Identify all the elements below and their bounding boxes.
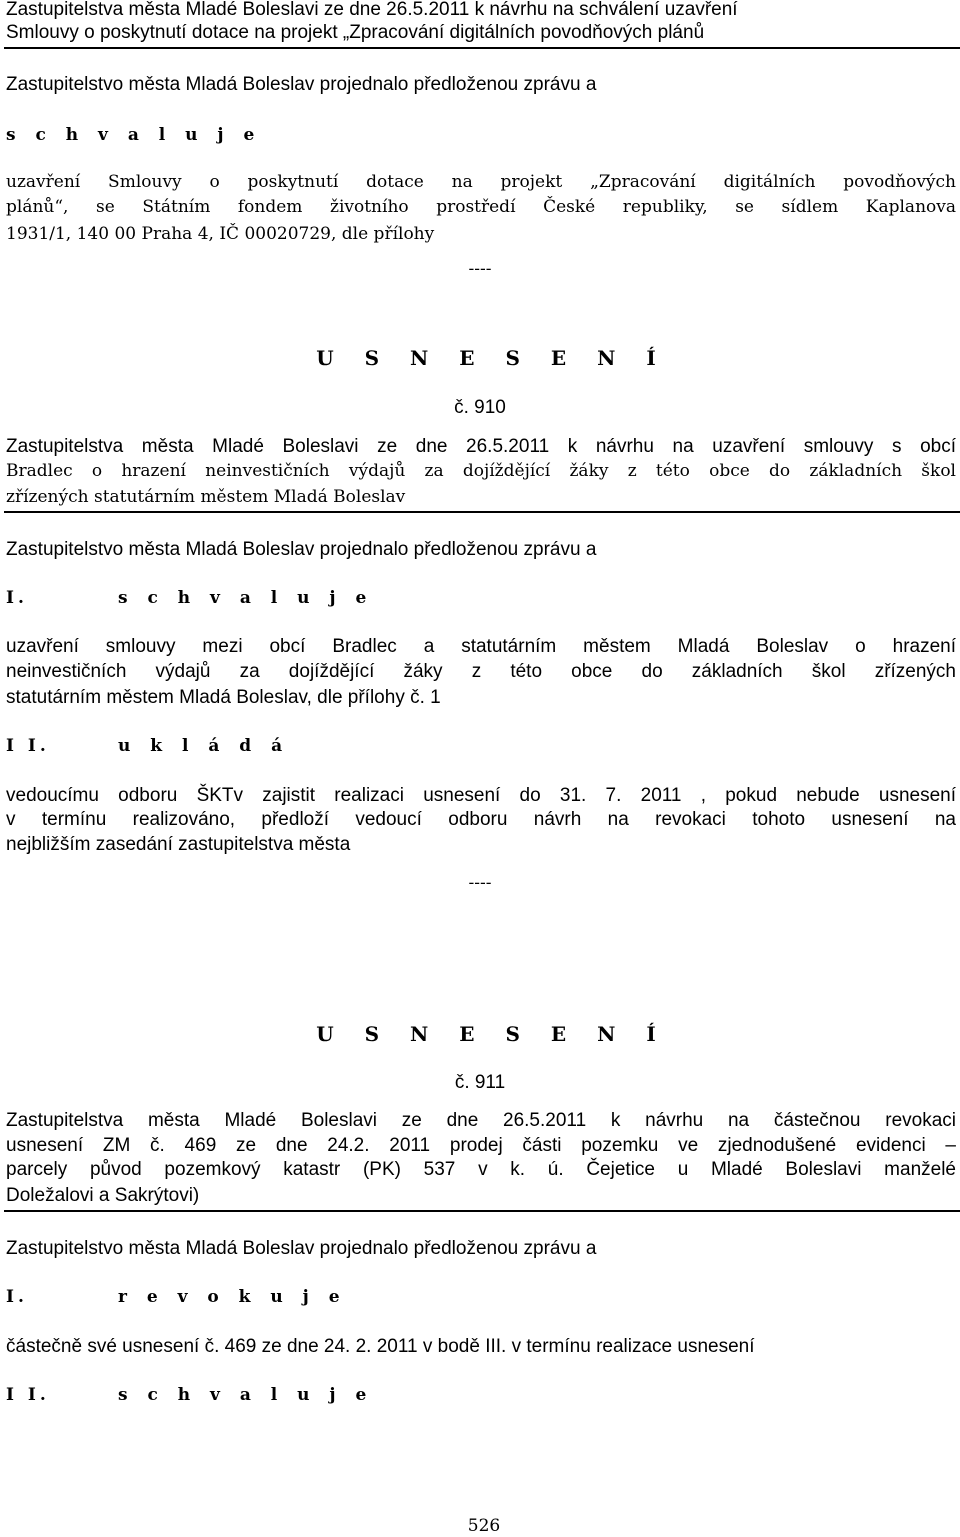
res910-intro: Zastupitelstvo města Mladá Boleslav projednalo předloženou zprávu a	[6, 539, 597, 560]
top-intro: Zastupitelstvo města Mladá Boleslav projednalo předloženou zprávu a	[6, 74, 597, 95]
resolution-heading: U S N E S E N Í	[316, 346, 668, 370]
title-underline	[4, 47, 960, 49]
separator: ----	[468, 259, 492, 279]
res910-point-2-verb: u k l á d á	[118, 736, 290, 756]
res911-title-line-2: usnesení ZM č. 469 ze dne 24.2. 2011 prodej části pozemku ve zjednodušené evidenci –	[6, 1135, 956, 1156]
res910-point-2-line-2: v termínu realizováno, předloží vedoucí odboru návrh na revokaci tohoto usnesení na	[6, 809, 956, 830]
top-title-line-1: Zastupitelstva města Mladé Boleslavi ze dne 26.5.2011 k návrhu na schválení uzavření	[6, 0, 738, 20]
res911-point-1-number: I.	[6, 1287, 28, 1307]
res910-title-rule	[4, 511, 960, 513]
res911-point-2-verb: s c h v a l u j e	[118, 1385, 374, 1405]
top-body-line-3: 1931/1, 140 00 Praha 4, IČ 00020729, dle přílohy	[6, 224, 435, 244]
res910-title-line-2: Bradlec o hrazení neinvestičních výdajů za dojíždějící žáky z této obce do základních škol	[6, 461, 956, 481]
res910-point-2-line-1: vedoucímu odboru ŠKTv zajistit realizaci usnesení do 31. 7. 2011 , pokud nebude usnesení	[6, 785, 956, 806]
res910-title-line-1: Zastupitelstva města Mladé Boleslavi ze dne 26.5.2011 k návrhu na uzavření smlouvy s obcí	[6, 436, 956, 457]
res910-point-1-line-2: neinvestičních výdajů za dojíždějící žáky z této obce do základních škol zřízených	[6, 661, 956, 682]
res910-point-2-line-3: nejbližším zasedání zastupitelstva města	[6, 834, 351, 855]
top-title-line-2: Smlouvy o poskytnutí dotace na projekt „Zpracování digitálních povodňových plánů	[6, 22, 705, 43]
res911-title-line-3: parcely původ pozemkový katastr (PK) 537 v k. ú. Čejetice u Mladé Boleslavi manželé	[6, 1159, 956, 1180]
res910-point-1-line-1: uzavření smlouvy mezi obcí Bradlec a statutárním městem Mladá Boleslav o hrazení	[6, 636, 956, 657]
res911-point-1-verb: r e v o k u j e	[118, 1287, 347, 1307]
res911-intro: Zastupitelstvo města Mladá Boleslav projednalo předloženou zprávu a	[6, 1238, 597, 1259]
resolution-number: č. 911	[454, 1072, 506, 1093]
separator: ----	[468, 873, 492, 893]
page-number: 526	[467, 1516, 501, 1536]
res910-point-1-verb: s c h v a l u j e	[118, 588, 374, 608]
res910-point-2-number: I I.	[6, 736, 50, 756]
top-verb: s c h v a l u j e	[6, 125, 262, 145]
res911-point-2-number: I I.	[6, 1385, 50, 1405]
top-body-line-1: uzavření Smlouvy o poskytnutí dotace na projekt „Zpracování digitálních povodňových	[6, 172, 956, 192]
res910-title-line-3: zřízených statutárním městem Mladá Boleslav	[6, 487, 406, 507]
res910-point-1-line-3: statutárním městem Mladá Boleslav, dle přílohy č. 1	[6, 687, 441, 708]
resolution-number: č. 910	[454, 397, 506, 418]
resolution-heading: U S N E S E N Í	[316, 1022, 668, 1046]
res911-title-rule	[4, 1210, 960, 1212]
res911-title-line-1: Zastupitelstva města Mladé Boleslavi ze dne 26.5.2011 k návrhu na částečnou revokaci	[6, 1110, 956, 1131]
res911-title-line-4: Doležalovi a Sakrýtovi)	[6, 1185, 200, 1206]
res911-point-1-line-1: částečně své usnesení č. 469 ze dne 24. 2. 2011 v bodě III. v termínu realizace usnesení	[6, 1336, 755, 1357]
top-body-line-2: plánů“, se Státním fondem životního prostředí České republiky, se sídlem Kaplanova	[6, 197, 956, 217]
res910-point-1-number: I.	[6, 588, 28, 608]
